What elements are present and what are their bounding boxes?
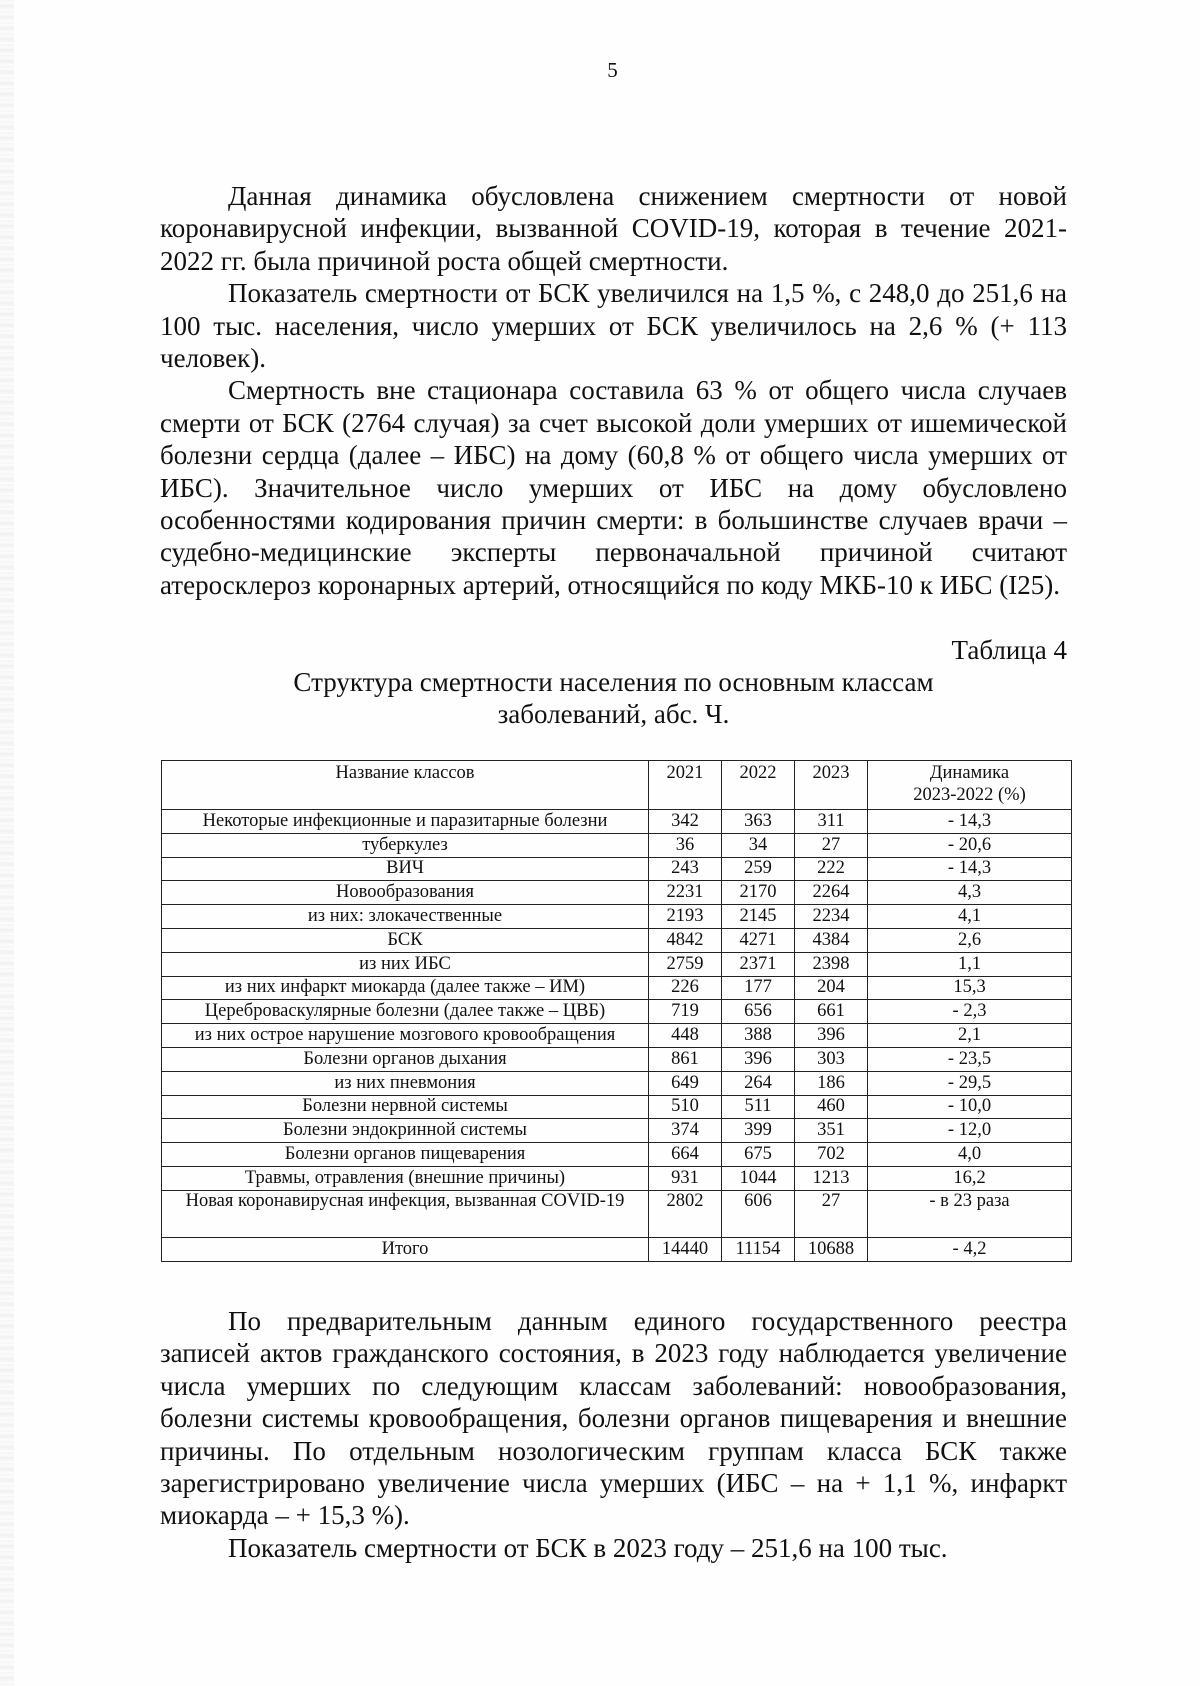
cell-name: из них острое нарушение мозгового кровообращения xyxy=(162,1024,649,1048)
cell-dynamics: - 12,0 xyxy=(868,1119,1072,1143)
cell-2021: 243 xyxy=(649,857,722,881)
cell-dynamics: 4,1 xyxy=(868,905,1072,929)
cell-2023: 1213 xyxy=(795,1166,868,1190)
cell-2022: 2371 xyxy=(722,952,795,976)
cell-2021: 14440 xyxy=(649,1237,722,1261)
header-2021: 2021 xyxy=(649,761,722,810)
cell-2021: 719 xyxy=(649,1000,722,1024)
table-row xyxy=(162,810,1072,834)
table-row-total xyxy=(162,1237,1072,1261)
body-text-top xyxy=(160,180,1067,601)
cell-2023: 10688 xyxy=(795,1237,868,1261)
cell-2022: 388 xyxy=(722,1024,795,1048)
table-row xyxy=(162,976,1072,1000)
header-dynamics xyxy=(868,761,1072,810)
table-title-line: Структура смертности населения по основным классам xyxy=(293,667,934,697)
cell-dynamics: 15,3 xyxy=(868,976,1072,1000)
cell-2021: 36 xyxy=(649,833,722,857)
cell-name: Болезни органов пищеварения xyxy=(162,1143,649,1167)
table-title xyxy=(250,666,977,730)
cell-2021: 2802 xyxy=(649,1190,722,1237)
paragraph: Показатель смертности от БСК увеличился на 1,5 %, с 248,0 до 251,6 на 100 тыс. населения, число умерших от БСК увеличилось на 2,6 % (+ 113 человек). xyxy=(160,278,1067,374)
cell-2022: 11154 xyxy=(722,1237,795,1261)
table-row xyxy=(162,1000,1072,1024)
cell-2023: 222 xyxy=(795,857,868,881)
cell-name: из них ИБС xyxy=(162,952,649,976)
table-body xyxy=(162,810,1072,1262)
cell-dynamics: - 23,5 xyxy=(868,1047,1072,1071)
cell-name: Итого xyxy=(162,1237,649,1261)
cell-2022: 177 xyxy=(722,976,795,1000)
cell-dynamics: 4,0 xyxy=(868,1143,1072,1167)
cell-2023: 4384 xyxy=(795,928,868,952)
cell-2022: 363 xyxy=(722,810,795,834)
cell-2023: 311 xyxy=(795,810,868,834)
cell-2022: 2145 xyxy=(722,905,795,929)
cell-2022: 4271 xyxy=(722,928,795,952)
table-row xyxy=(162,952,1072,976)
header-2023: 2023 xyxy=(795,761,868,810)
cell-dynamics: - 2,3 xyxy=(868,1000,1072,1024)
body-text-bottom xyxy=(160,1305,1067,1564)
cell-name: из них инфаркт миокарда (далее также – ИМ) xyxy=(162,976,649,1000)
table-row xyxy=(162,1024,1072,1048)
cell-2023: 303 xyxy=(795,1047,868,1071)
table-row xyxy=(162,1166,1072,1190)
cell-name: Некоторые инфекционные и паразитарные болезни xyxy=(162,810,649,834)
cell-name: Болезни нервной системы xyxy=(162,1095,649,1119)
cell-2021: 226 xyxy=(649,976,722,1000)
cell-2021: 861 xyxy=(649,1047,722,1071)
cell-2021: 510 xyxy=(649,1095,722,1119)
cell-2023: 351 xyxy=(795,1119,868,1143)
table-row xyxy=(162,833,1072,857)
cell-2023: 2234 xyxy=(795,905,868,929)
cell-2021: 931 xyxy=(649,1166,722,1190)
table-label: Таблица 4 xyxy=(951,635,1067,665)
table-row xyxy=(162,1143,1072,1167)
cell-name: туберкулез xyxy=(162,833,649,857)
cell-2022: 34 xyxy=(722,833,795,857)
table-row xyxy=(162,1119,1072,1143)
header-2022: 2022 xyxy=(722,761,795,810)
cell-2022: 1044 xyxy=(722,1166,795,1190)
header-name: Название классов xyxy=(162,761,649,810)
cell-2023: 27 xyxy=(795,1190,868,1237)
cell-name: из них пневмония xyxy=(162,1071,649,1095)
cell-dynamics: - 4,2 xyxy=(868,1237,1072,1261)
cell-name: Болезни эндокринной системы xyxy=(162,1119,649,1143)
cell-2021: 374 xyxy=(649,1119,722,1143)
cell-dynamics: 2,6 xyxy=(868,928,1072,952)
cell-2022: 259 xyxy=(722,857,795,881)
table-header-row xyxy=(162,761,1072,810)
table-row xyxy=(162,1095,1072,1119)
table-row xyxy=(162,1190,1072,1237)
paragraph: Данная динамика обусловлена снижением смертности от новой коронавирусной инфекции, вызванной COVID-19, которая в течение 2021-2022 гг. была причиной роста общей смертности. xyxy=(160,181,1067,276)
header-dynamics-line: 2023-2022 (%) xyxy=(913,785,1026,805)
table-title-line: заболеваний, абс. Ч. xyxy=(497,699,730,729)
cell-2022: 399 xyxy=(722,1119,795,1143)
cell-2021: 649 xyxy=(649,1071,722,1095)
cell-2021: 342 xyxy=(649,810,722,834)
cell-dynamics: - 14,3 xyxy=(868,810,1072,834)
cell-2023: 2264 xyxy=(795,881,868,905)
cell-2021: 2193 xyxy=(649,905,722,929)
cell-2021: 448 xyxy=(649,1024,722,1048)
cell-2022: 606 xyxy=(722,1190,795,1237)
cell-dynamics: 16,2 xyxy=(868,1166,1072,1190)
page-number: 5 xyxy=(607,58,618,82)
table-row xyxy=(162,1071,1072,1095)
cell-dynamics: - 10,0 xyxy=(868,1095,1072,1119)
cell-2023: 702 xyxy=(795,1143,868,1167)
table-row xyxy=(162,905,1072,929)
table-row xyxy=(162,1047,1072,1071)
cell-2023: 186 xyxy=(795,1071,868,1095)
cell-2021: 4842 xyxy=(649,928,722,952)
cell-dynamics: 1,1 xyxy=(868,952,1072,976)
cell-dynamics: 2,1 xyxy=(868,1024,1072,1048)
cell-2021: 2231 xyxy=(649,881,722,905)
cell-2022: 511 xyxy=(722,1095,795,1119)
cell-2023: 661 xyxy=(795,1000,868,1024)
cell-name: из них: злокачественные xyxy=(162,905,649,929)
cell-name: Болезни органов дыхания xyxy=(162,1047,649,1071)
header-dynamics-line: Динамика xyxy=(929,763,1010,783)
cell-dynamics: - 29,5 xyxy=(868,1071,1072,1095)
cell-name: Травмы, отравления (внешние причины) xyxy=(162,1166,649,1190)
cell-2022: 675 xyxy=(722,1143,795,1167)
cell-dynamics: - 20,6 xyxy=(868,833,1072,857)
table-row xyxy=(162,928,1072,952)
paragraph: Показатель смертности от БСК в 2023 году – 251,6 на 100 тыс. xyxy=(228,1532,948,1563)
cell-2021: 2759 xyxy=(649,952,722,976)
cell-name: ВИЧ xyxy=(162,857,649,881)
mortality-table xyxy=(161,760,1072,1262)
table-row xyxy=(162,857,1072,881)
cell-2022: 396 xyxy=(722,1047,795,1071)
cell-name: Цереброваскулярные болезни (далее также – ЦВБ) xyxy=(162,1000,649,1024)
cell-dynamics: - в 23 раза xyxy=(868,1190,1072,1237)
cell-name: БСК xyxy=(162,928,649,952)
cell-2023: 460 xyxy=(795,1095,868,1119)
cell-2023: 27 xyxy=(795,833,868,857)
paragraph: Смертность вне стационара составила 63 % от общего числа случаев смерти от БСК (2764 случая) за счет высокой доли умерших от ишемической болезни сердца (далее – ИБС) на дому (60,8 % от общего числа умерших от ИБС). Значительное число умерших от ИБС на дому обусловлено особенностями кодирования причин смерти: в большинстве случаев врачи – судебно-медицинские эксперты первоначальной причиной считают атеросклероз коронарных артерий, относящийся по коду МКБ-10 к ИБС (I25). xyxy=(160,375,1067,600)
cell-2022: 656 xyxy=(722,1000,795,1024)
cell-2023: 2398 xyxy=(795,952,868,976)
cell-dynamics: - 14,3 xyxy=(868,857,1072,881)
cell-2021: 664 xyxy=(649,1143,722,1167)
cell-name: Новая коронавирусная инфекция, вызванная COVID-19 xyxy=(162,1190,649,1237)
paragraph: По предварительным данным единого государственного реестра записей актов гражданского состояния, в 2023 году наблюдается увеличение числа умерших по следующим классам заболеваний: новообразования, болезни системы кровообращения, болезни органов пищеварения и внешние причины. По отдельным нозологическим группам класса БСК также зарегистрировано увеличение числа умерших (ИБС – на + 1,1 %, инфаркт миокарда – + 15,3 %). xyxy=(160,1306,1067,1531)
cell-2022: 2170 xyxy=(722,881,795,905)
cell-2023: 204 xyxy=(795,976,868,1000)
cell-dynamics: 4,3 xyxy=(868,881,1072,905)
cell-2023: 396 xyxy=(795,1024,868,1048)
cell-2022: 264 xyxy=(722,1071,795,1095)
table-row xyxy=(162,881,1072,905)
scan-edge xyxy=(0,0,14,1686)
cell-name: Новообразования xyxy=(162,881,649,905)
